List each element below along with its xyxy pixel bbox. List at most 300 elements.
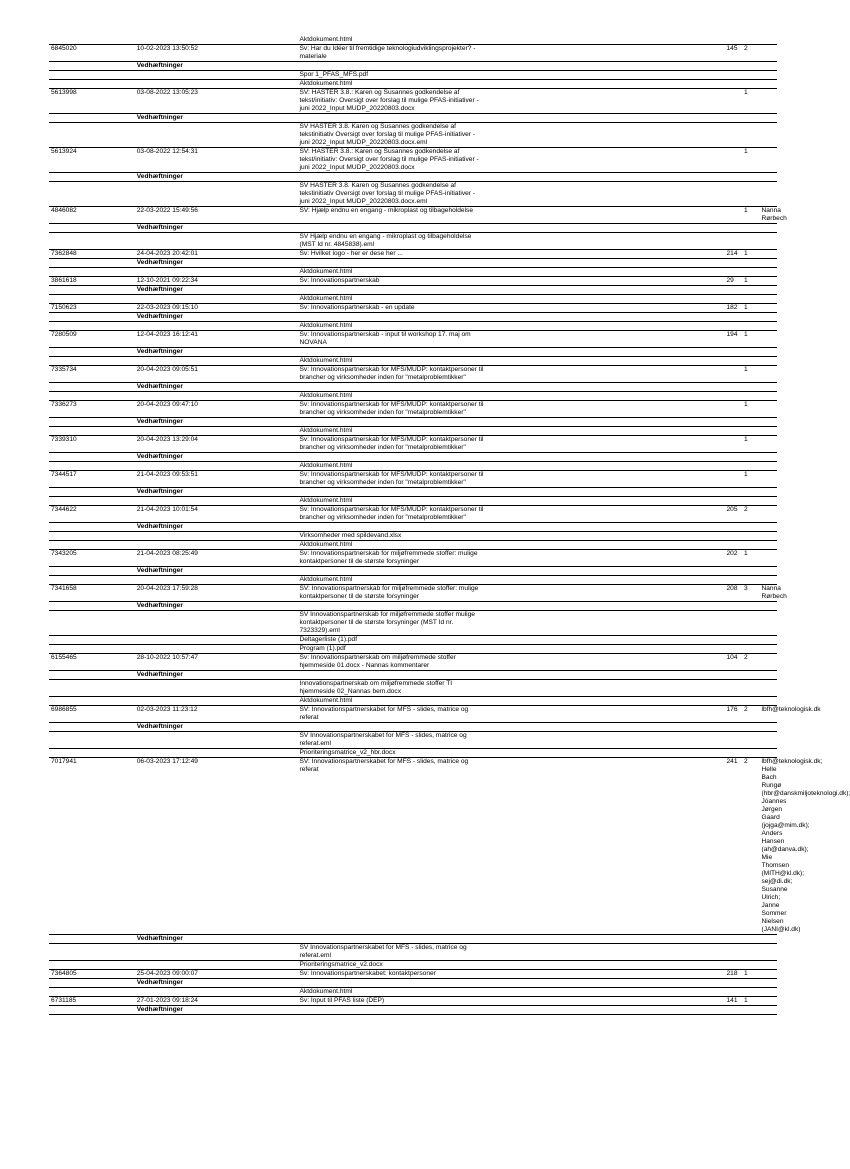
attachment-file-row	[49, 611, 777, 636]
mail-count: 2	[742, 45, 760, 62]
attachments-label: Vedhæftninger	[135, 488, 298, 497]
mail-recipients: lbfh@teknologisk.dk; Helle Bach Rungø (hbr@danskmiljoteknologi.dk); Jóannes Jørgen Gaard (jojga@mim.dk); Anders Hansen (ah@danva.dk); Mie Thomsen (MITH@kl.dk); sej@di.dk; Susanne Ulrich; Janne Sommer Nielsen (JANI@kl.dk)	[761, 758, 850, 933]
mail-recipients	[760, 401, 778, 418]
attachments-label: Vedhæftninger	[135, 313, 298, 322]
mail-date: 03-08-2022 12:54:31	[135, 148, 298, 173]
mail-size	[725, 401, 743, 418]
mail-row	[49, 148, 777, 173]
mail-recipients	[760, 250, 778, 259]
empty-cell	[725, 123, 778, 148]
empty-cell	[135, 497, 298, 506]
empty-cell	[725, 427, 778, 436]
empty-cell	[135, 611, 298, 636]
mail-date: 02-03-2023 11:23:12	[135, 706, 298, 723]
mail-recipients: lbfh@teknologisk.dk	[760, 706, 778, 723]
mail-subject: SV: Hjælp endnu en engang - mikroplast og tilbageholdelse	[298, 207, 725, 224]
attachment-file-row	[49, 392, 777, 401]
empty-cell	[49, 611, 135, 636]
empty-cell	[49, 961, 135, 970]
empty-cell	[725, 268, 778, 277]
mail-recipients	[760, 436, 778, 453]
mail-date: 20-04-2023 13:29:04	[135, 436, 298, 453]
attachment-file-name: SV Innovationspartnerskab for miljøfremmede stoffer mulige kontaktpersoner til de største forsyninger (MST Id nr. 7323329).eml	[298, 611, 725, 636]
mail-subject: Sv: Har du Idéer til fremtidige teknologiudviklingsprojekter? - materiale	[298, 45, 725, 62]
empty-cell	[298, 523, 778, 532]
empty-cell	[725, 961, 778, 970]
empty-cell	[49, 462, 135, 471]
empty-cell	[49, 295, 135, 304]
attachments-header-row	[49, 935, 777, 944]
mail-id: 7335734	[49, 366, 135, 383]
empty-cell	[49, 182, 135, 207]
mail-id: 3861618	[49, 277, 135, 286]
attachments-header-row	[49, 1006, 777, 1015]
mail-row	[49, 758, 777, 935]
attachments-header-row	[49, 224, 777, 233]
empty-cell	[725, 233, 778, 250]
empty-cell	[135, 532, 298, 541]
empty-cell	[49, 453, 135, 462]
empty-cell	[298, 935, 778, 944]
attachment-file-name: Aktdokument.html	[298, 576, 725, 585]
mail-date: 12-10-2021 09:22:34	[135, 277, 298, 286]
mail-size: 218	[725, 970, 743, 979]
empty-cell	[725, 576, 778, 585]
empty-cell	[49, 935, 135, 944]
attachments-label: Vedhæftninger	[135, 602, 298, 611]
empty-cell	[725, 532, 778, 541]
mail-id: 6155465	[49, 654, 135, 671]
empty-cell	[49, 259, 135, 268]
mail-date: 28-10-2022 10:57:47	[135, 654, 298, 671]
attachment-file-row	[49, 80, 777, 89]
mail-count: 1	[742, 997, 760, 1006]
attachment-file-row	[49, 749, 777, 758]
mail-row	[49, 45, 777, 62]
empty-cell	[49, 313, 135, 322]
mail-row	[49, 304, 777, 313]
mail-id: 7339310	[49, 436, 135, 453]
empty-cell	[49, 427, 135, 436]
mail-recipients	[760, 654, 778, 671]
attachments-header-row	[49, 348, 777, 357]
attachments-header-row	[49, 418, 777, 427]
attachment-file-row	[49, 497, 777, 506]
empty-cell	[135, 732, 298, 749]
empty-cell	[135, 233, 298, 250]
mail-recipients	[760, 506, 778, 523]
attachments-header-row	[49, 523, 777, 532]
mail-recipients	[760, 148, 778, 173]
attachment-file-name: Innovationspartnerskab om miljøfremmede stoffer TI hjemmeside 02_Nannas bem.docx	[298, 680, 725, 697]
attachment-file-name: SV HASTER 3.8. Karen og Susannes godkendelse af tekstinitiativ Oversigt over forslag til mulige PFAS-initiativer - juni 2022_Input MUDP_20220803.docx.eml	[298, 123, 725, 148]
empty-cell	[49, 671, 135, 680]
attachments-header-row	[49, 62, 777, 71]
empty-cell	[298, 173, 778, 182]
empty-cell	[298, 348, 778, 357]
mail-row	[49, 277, 777, 286]
empty-cell	[725, 732, 778, 749]
attachments-label: Vedhæftninger	[135, 523, 298, 532]
mail-count: 1	[742, 304, 760, 313]
mail-id: 7336273	[49, 401, 135, 418]
attachments-header-row	[49, 453, 777, 462]
attachments-header-row	[49, 313, 777, 322]
mail-size: 182	[725, 304, 743, 313]
empty-cell	[49, 114, 135, 123]
mail-subject: Sv: Innovationspartnerskab	[298, 277, 725, 286]
attachments-header-row	[49, 114, 777, 123]
attachment-file-row	[49, 636, 777, 645]
empty-cell	[135, 36, 298, 45]
mail-subject: Sv: Innovationspartnerskab for MFS/MUDP: kontaktpersoner til brancher og virksomheder inden for "metalproblemtikker"	[298, 401, 725, 418]
attachments-label: Vedhæftninger	[135, 567, 298, 576]
empty-cell	[49, 123, 135, 148]
mail-size	[725, 148, 743, 173]
empty-cell	[135, 80, 298, 89]
attachment-file-name: SV Innovationspartnerskabet for MFS - slides, matrice og referat.eml	[298, 944, 725, 961]
mail-size: 176	[725, 706, 743, 723]
empty-cell	[135, 123, 298, 148]
mail-subject: SV: Innovationspartnerskabet for MFS - slides, matrice og referat	[298, 706, 725, 723]
empty-cell	[298, 453, 778, 462]
empty-cell	[725, 392, 778, 401]
mail-size: 194	[725, 331, 743, 348]
attachment-file-name: SV HASTER 3.8. Karen og Susannes godkendelse af tekstinitiativ Oversigt over forslag til mulige PFAS-initiativer - juni 2022_Input MUDP_20220803.docx.eml	[298, 182, 725, 207]
attachment-file-name: Aktdokument.html	[298, 295, 725, 304]
mail-size	[725, 366, 743, 383]
empty-cell	[49, 541, 135, 550]
attachment-file-row	[49, 427, 777, 436]
mail-row	[49, 585, 777, 602]
mail-date: 25-04-2023 09:00:07	[135, 970, 298, 979]
attachment-file-row	[49, 322, 777, 331]
document-page	[49, 36, 850, 1015]
mail-row	[49, 970, 777, 979]
mail-id: 7280509	[49, 331, 135, 348]
attachments-label: Vedhæftninger	[135, 383, 298, 392]
attachment-file-row	[49, 732, 777, 749]
attachments-label: Vedhæftninger	[135, 173, 298, 182]
mail-subject: Sv: Innovationspartnerskab om miljøfremmede stoffer hjemmeside 01.docx - Nannas kommentarer	[298, 654, 725, 671]
mail-size	[725, 471, 743, 488]
mail-count: 1	[742, 89, 760, 114]
empty-cell	[725, 680, 778, 697]
empty-cell	[49, 749, 135, 758]
attachment-file-name: Aktdokument.html	[298, 697, 725, 706]
mail-count: 1	[742, 148, 760, 173]
attachment-file-row	[49, 36, 777, 45]
attachment-file-name: Virksomheder med spildevand.xlsx	[298, 532, 725, 541]
mail-row	[49, 706, 777, 723]
mail-count: 1	[742, 366, 760, 383]
empty-cell	[135, 749, 298, 758]
empty-cell	[135, 71, 298, 80]
attachments-header-row	[49, 567, 777, 576]
attachment-file-row	[49, 576, 777, 585]
empty-cell	[49, 497, 135, 506]
attachment-file-name: Aktdokument.html	[298, 268, 725, 277]
mail-size: 241	[725, 758, 743, 935]
empty-cell	[725, 295, 778, 304]
attachment-file-row	[49, 541, 777, 550]
empty-cell	[49, 576, 135, 585]
empty-cell	[49, 392, 135, 401]
attachments-header-row	[49, 671, 777, 680]
empty-cell	[49, 80, 135, 89]
empty-cell	[725, 645, 778, 654]
empty-cell	[49, 988, 135, 997]
mail-recipients	[760, 45, 778, 62]
empty-cell	[298, 418, 778, 427]
mail-date: 21-04-2023 09:53:51	[135, 471, 298, 488]
mail-row	[49, 506, 777, 523]
empty-cell	[49, 979, 135, 988]
attachment-file-name: Aktdokument.html	[298, 357, 725, 366]
mail-size: 104	[725, 654, 743, 671]
mail-recipients	[760, 550, 778, 567]
empty-cell	[49, 567, 135, 576]
attachment-file-name: Aktdokument.html	[298, 497, 725, 506]
attachment-file-name: Aktdokument.html	[298, 427, 725, 436]
attachments-label: Vedhæftninger	[135, 1006, 298, 1015]
mail-row	[49, 89, 777, 114]
mail-list-table	[49, 36, 850, 1015]
attachments-label: Vedhæftninger	[135, 418, 298, 427]
empty-cell	[49, 532, 135, 541]
mail-count: 2	[742, 706, 760, 723]
empty-cell	[49, 680, 135, 697]
mail-count: 1	[742, 207, 760, 224]
mail-row	[49, 436, 777, 453]
empty-cell	[49, 322, 135, 331]
empty-cell	[135, 576, 298, 585]
mail-id: 6845020	[49, 45, 135, 62]
mail-count: 1	[742, 550, 760, 567]
mail-recipients	[760, 366, 778, 383]
mail-id: 5613924	[49, 148, 135, 173]
empty-cell	[725, 462, 778, 471]
mail-id: 5613998	[49, 89, 135, 114]
mail-size: 205	[725, 506, 743, 523]
mail-id: 7364805	[49, 970, 135, 979]
mail-count: 1	[742, 970, 760, 979]
empty-cell	[135, 268, 298, 277]
empty-cell	[135, 645, 298, 654]
mail-count: 3	[742, 585, 760, 602]
empty-cell	[49, 36, 135, 45]
empty-cell	[298, 723, 778, 732]
empty-cell	[298, 259, 778, 268]
empty-cell	[135, 462, 298, 471]
empty-cell	[49, 418, 135, 427]
mail-recipients: Nanna Rørbech	[761, 207, 787, 222]
empty-cell	[49, 383, 135, 392]
attachment-file-row	[49, 233, 777, 250]
mail-date: 12-04-2023 16:12:41	[135, 331, 298, 348]
empty-cell	[135, 680, 298, 697]
attachments-label: Vedhæftninger	[135, 935, 298, 944]
attachment-file-name: Program (1).pdf	[298, 645, 725, 654]
empty-cell	[49, 357, 135, 366]
empty-cell	[725, 697, 778, 706]
empty-cell	[49, 488, 135, 497]
empty-cell	[49, 723, 135, 732]
attachment-file-name: SV Innovationspartnerskabet for MFS - slides, matrice og referat.eml	[298, 732, 725, 749]
mail-subject: SV: Innovationspartnerskab for miljøfremmede stoffer: mulige kontaktpersoner til de største forsyninger	[298, 585, 725, 602]
attachments-header-row	[49, 286, 777, 295]
attachment-file-row	[49, 462, 777, 471]
mail-date: 10-02-2023 13:50:52	[135, 45, 298, 62]
empty-cell	[135, 541, 298, 550]
mail-subject: Sv: Innovationspartnerskab for miljøfremmede stoffer: mulige kontaktpersoner til de største forsyninger	[298, 550, 725, 567]
empty-cell	[298, 62, 778, 71]
empty-cell	[725, 182, 778, 207]
mail-recipients	[760, 304, 778, 313]
mail-date: 21-04-2023 08:25:49	[135, 550, 298, 567]
mail-list-body	[49, 36, 850, 1015]
mail-size: 202	[725, 550, 743, 567]
empty-cell	[135, 392, 298, 401]
attachment-file-row	[49, 268, 777, 277]
mail-id: 7344517	[49, 471, 135, 488]
attachments-label: Vedhæftninger	[135, 224, 298, 233]
empty-cell	[725, 71, 778, 80]
mail-id: 7344622	[49, 506, 135, 523]
empty-cell	[135, 322, 298, 331]
empty-cell	[298, 286, 778, 295]
mail-count: 2	[742, 758, 760, 935]
mail-recipients	[760, 970, 778, 979]
mail-count: 1	[742, 401, 760, 418]
attachments-header-row	[49, 383, 777, 392]
empty-cell	[135, 357, 298, 366]
attachments-label: Vedhæftninger	[135, 453, 298, 462]
empty-cell	[135, 988, 298, 997]
mail-recipients	[760, 471, 778, 488]
attachments-label: Vedhæftninger	[135, 348, 298, 357]
mail-date: 20-04-2023 09:47:10	[135, 401, 298, 418]
empty-cell	[725, 541, 778, 550]
empty-cell	[49, 1006, 135, 1015]
attachments-label: Vedhæftninger	[135, 979, 298, 988]
mail-subject: Sv: Input til PFAS liste (DEP)	[298, 997, 725, 1006]
mail-id: 4846082	[49, 207, 135, 224]
empty-cell	[135, 636, 298, 645]
mail-row	[49, 331, 777, 348]
mail-count: 1	[742, 471, 760, 488]
mail-subject: Sv: Innovationspartnerskabet: kontaktpersoner	[298, 970, 725, 979]
attachment-file-row	[49, 357, 777, 366]
attachments-header-row	[49, 173, 777, 182]
attachment-file-row	[49, 123, 777, 148]
mail-row	[49, 997, 777, 1006]
mail-subject: Sv: Innovationspartnerskab for MFS/MUDP: kontaktpersoner til brancher og virksomheder inden for "metalproblemtikker"	[298, 366, 725, 383]
mail-recipients	[760, 89, 778, 114]
empty-cell	[725, 636, 778, 645]
mail-size	[725, 207, 743, 224]
empty-cell	[298, 488, 778, 497]
empty-cell	[49, 286, 135, 295]
mail-subject: Sv: Innovationspartnerskab for MFS/MUDP: kontaktpersoner til brancher og virksomheder inden for "metalproblemtikker"	[298, 471, 725, 488]
mail-count: 1	[742, 436, 760, 453]
attachment-file-row	[49, 697, 777, 706]
empty-cell	[49, 645, 135, 654]
mail-id: 6986855	[49, 706, 135, 723]
mail-id: 7343205	[49, 550, 135, 567]
empty-cell	[135, 295, 298, 304]
mail-size: 214	[725, 250, 743, 259]
empty-cell	[725, 80, 778, 89]
attachments-header-row	[49, 979, 777, 988]
attachment-file-row	[49, 71, 777, 80]
empty-cell	[298, 1006, 778, 1015]
attachments-label: Vedhæftninger	[135, 286, 298, 295]
mail-subject: SV: HASTER 3.8.: Karen og Susannes godkendelse af tekst/initiativ: Oversigt over forslag til mulige PFAS-initiativer - juni 2022_Input MUDP_20220803.docx	[298, 148, 725, 173]
mail-row	[49, 654, 777, 671]
empty-cell	[725, 497, 778, 506]
empty-cell	[298, 567, 778, 576]
empty-cell	[49, 233, 135, 250]
empty-cell	[725, 322, 778, 331]
empty-cell	[135, 427, 298, 436]
mail-id: 7017941	[49, 758, 135, 935]
attachments-header-row	[49, 488, 777, 497]
empty-cell	[298, 313, 778, 322]
empty-cell	[49, 71, 135, 80]
attachments-label: Vedhæftninger	[135, 114, 298, 123]
attachment-file-row	[49, 961, 777, 970]
empty-cell	[49, 268, 135, 277]
attachments-label: Vedhæftninger	[135, 62, 298, 71]
mail-recipients	[760, 997, 778, 1006]
empty-cell	[725, 611, 778, 636]
mail-size: 208	[725, 585, 743, 602]
attachments-label: Vedhæftninger	[135, 671, 298, 680]
attachment-file-name: Aktdokument.html	[298, 988, 725, 997]
attachment-file-row	[49, 295, 777, 304]
mail-row	[49, 250, 777, 259]
empty-cell	[49, 944, 135, 961]
empty-cell	[725, 988, 778, 997]
mail-date: 03-08-2022 13:05:23	[135, 89, 298, 114]
empty-cell	[49, 602, 135, 611]
mail-recipients	[760, 277, 778, 286]
attachment-file-name: SV Hjælp endnu en engang - mikroplast og tilbageholdelse (MST Id nr. 4845838).eml	[298, 233, 725, 250]
mail-count: 2	[742, 506, 760, 523]
empty-cell	[725, 357, 778, 366]
mail-subject: Sv: Innovationspartnerskab - input til workshop 17. maj om NOVANA	[298, 331, 725, 348]
mail-count: 2	[742, 654, 760, 671]
attachment-file-name: Prioriteringsmatrice_v2_hbr.docx	[298, 749, 725, 758]
attachments-header-row	[49, 723, 777, 732]
empty-cell	[298, 114, 778, 123]
attachments-label: Vedhæftninger	[135, 723, 298, 732]
attachment-file-row	[49, 944, 777, 961]
empty-cell	[49, 523, 135, 532]
attachment-file-name: Prioriteringsmatrice_v2.docx	[298, 961, 725, 970]
empty-cell	[298, 671, 778, 680]
mail-row	[49, 471, 777, 488]
empty-cell	[725, 749, 778, 758]
empty-cell	[49, 732, 135, 749]
attachments-header-row	[49, 602, 777, 611]
empty-cell	[135, 944, 298, 961]
attachment-file-name: Aktdokument.html	[298, 541, 725, 550]
mail-date: 22-03-2023 09:15:10	[135, 304, 298, 313]
mail-count: 1	[742, 331, 760, 348]
mail-size	[725, 436, 743, 453]
